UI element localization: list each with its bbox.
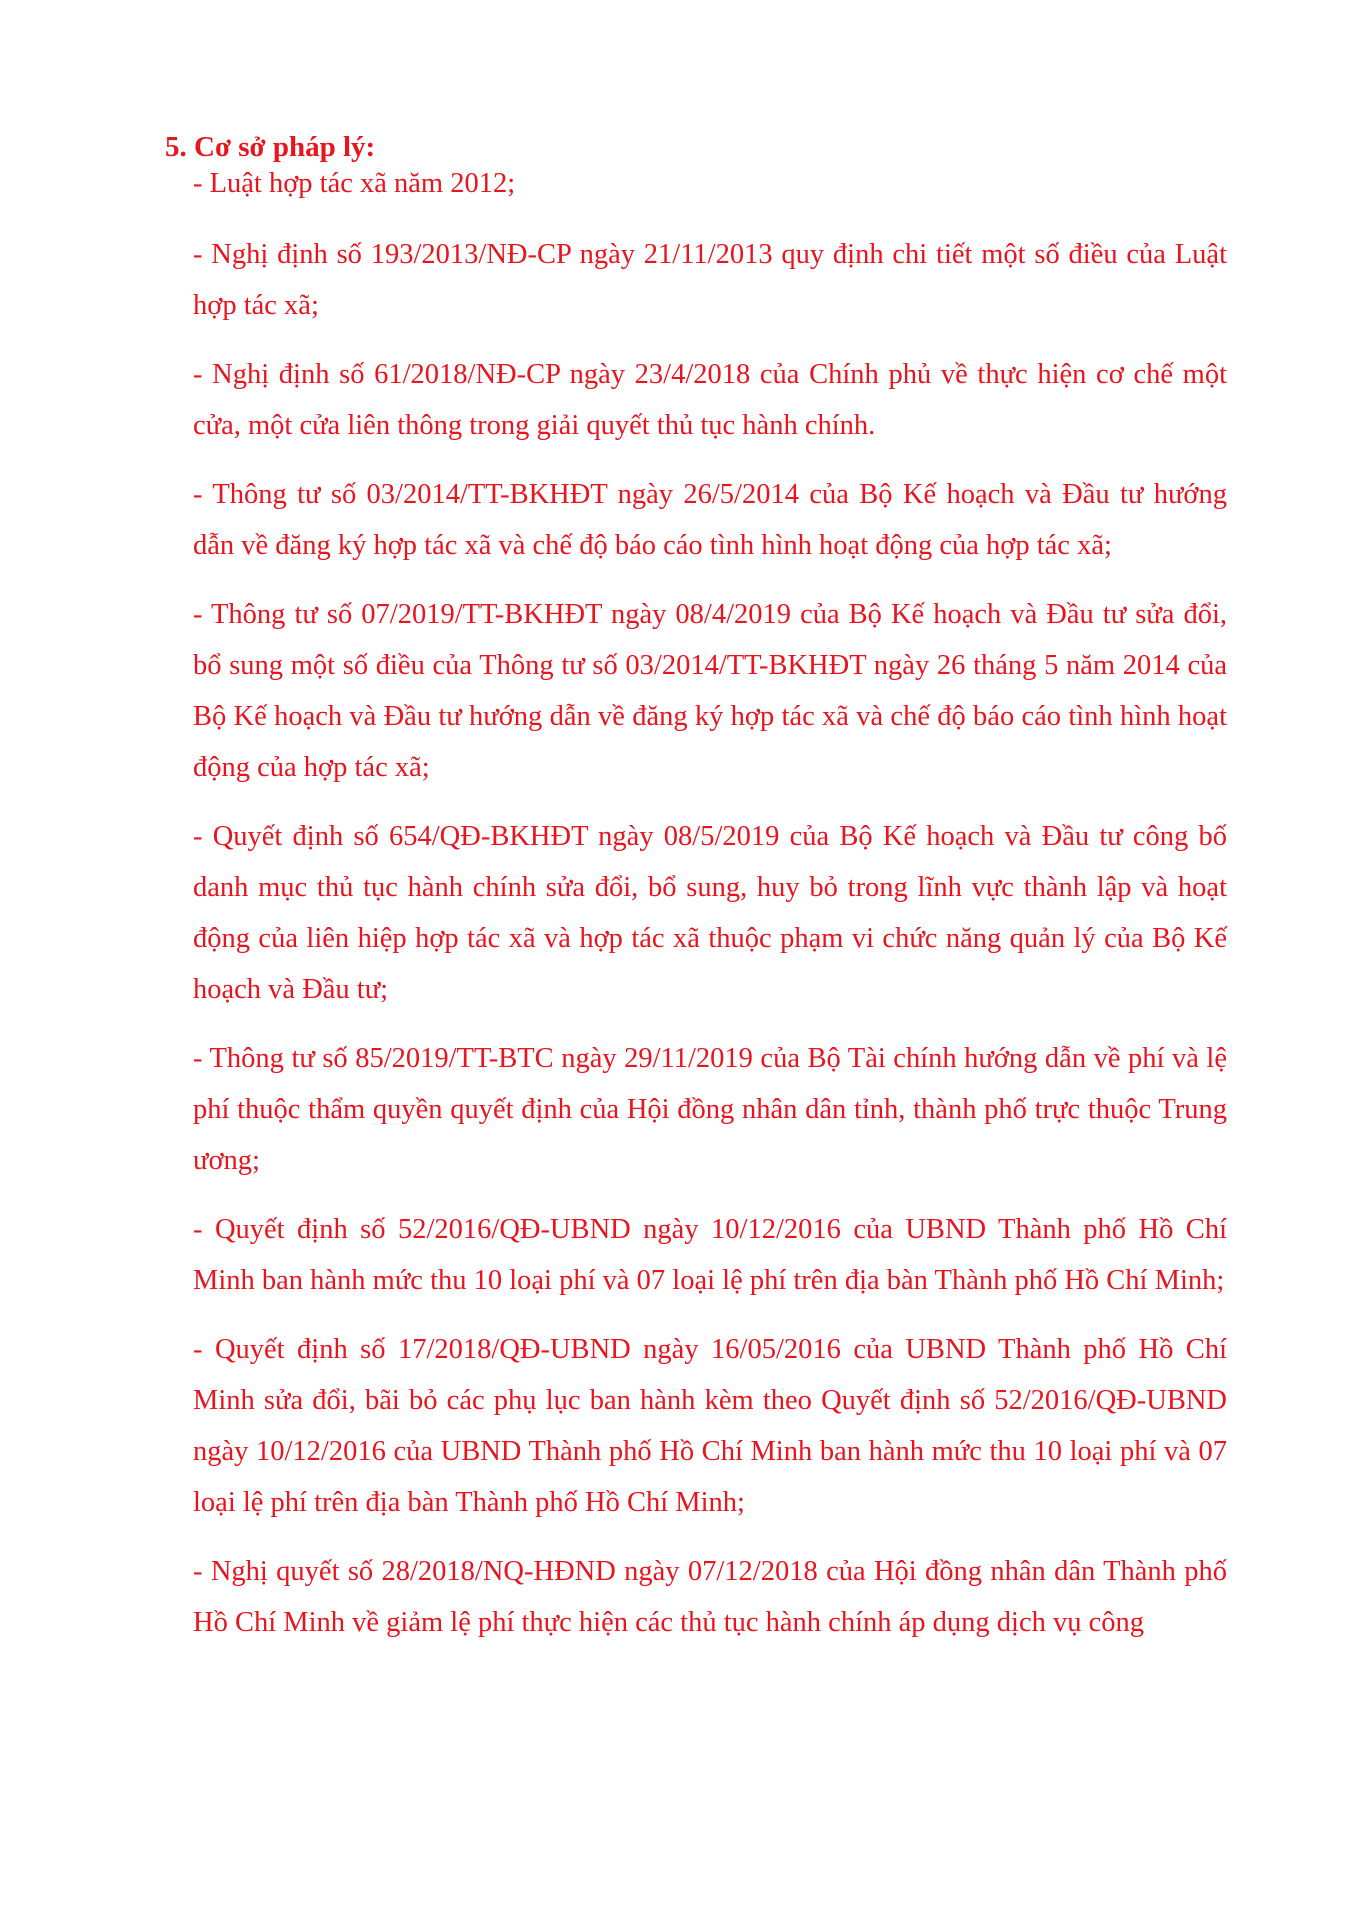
legal-basis-item: - Luật hợp tác xã năm 2012; [193,168,516,199]
legal-basis-item: - Thông tư số 85/2019/TT-BTC ngày 29/11/2019 của Bộ Tài chính hướng dẫn về phí và lệ phí thuộc thẩm quyền quyết định của Hội đồng nhân dân tỉnh, thành phố trực thuộc Trung ương; [193,1043,1227,1176]
legal-basis-item: - Thông tư số 07/2019/TT-BKHĐT ngày 08/4/2019 của Bộ Kế hoạch và Đầu tư sửa đổi, bổ sung một số điều của Thông tư số 03/2014/TT-BKHĐT ngày 26 tháng 5 năm 2014 của Bộ Kế hoạch và Đầu tư hướng dẫn về đăng ký hợp tác xã và chế độ báo cáo tình hình hoạt động của hợp tác xã; [193,599,1227,783]
legal-basis-item: - Nghị định số 193/2013/NĐ-CP ngày 21/11/2013 quy định chi tiết một số điều của Luật hợp tác xã; [193,239,1227,321]
legal-basis-item: - Quyết định số 52/2016/QĐ-UBND ngày 10/12/2016 của UBND Thành phố Hồ Chí Minh ban hành mức thu 10 loại phí và 07 loại lệ phí trên địa bàn Thành phố Hồ Chí Minh; [193,1214,1227,1296]
legal-basis-item: - Thông tư số 03/2014/TT-BKHĐT ngày 26/5/2014 của Bộ Kế hoạch và Đầu tư hướng dẫn về đăng ký hợp tác xã và chế độ báo cáo tình hình hoạt động của hợp tác xã; [193,479,1227,561]
legal-basis-item: - Quyết định số 17/2018/QĐ-UBND ngày 16/05/2016 của UBND Thành phố Hồ Chí Minh sửa đổi, bãi bỏ các phụ lục ban hành kèm theo Quyết định số 52/2016/QĐ-UBND ngày 10/12/2016 của UBND Thành phố Hồ Chí Minh ban hành mức thu 10 loại phí và 07 loại lệ phí trên địa bàn Thành phố Hồ Chí Minh; [193,1334,1227,1518]
legal-basis-item: - Quyết định số 654/QĐ-BKHĐT ngày 08/5/2019 của Bộ Kế hoạch và Đầu tư công bố danh mục thủ tục hành chính sửa đổi, bổ sung, huy bỏ trong lĩnh vực thành lập và hoạt động của liên hiệp hợp tác xã và hợp tác xã thuộc phạm vi chức năng quản lý của Bộ Kế hoạch và Đầu tư; [193,821,1227,1005]
legal-basis-list [193,166,1227,1648]
legal-basis-item: - Nghị quyết số 28/2018/NQ-HĐND ngày 07/12/2018 của Hội đồng nhân dân Thành phố Hồ Chí Minh về giảm lệ phí thực hiện các thủ tục hành chính áp dụng dịch vụ công [193,1556,1227,1638]
legal-basis-item: - Nghị định số 61/2018/NĐ-CP ngày 23/4/2018 của Chính phủ về thực hiện cơ chế một cửa, một cửa liên thông trong giải quyết thủ tục hành chính. [193,359,1227,441]
section-heading: 5. Cơ sở pháp lý: [165,131,376,163]
